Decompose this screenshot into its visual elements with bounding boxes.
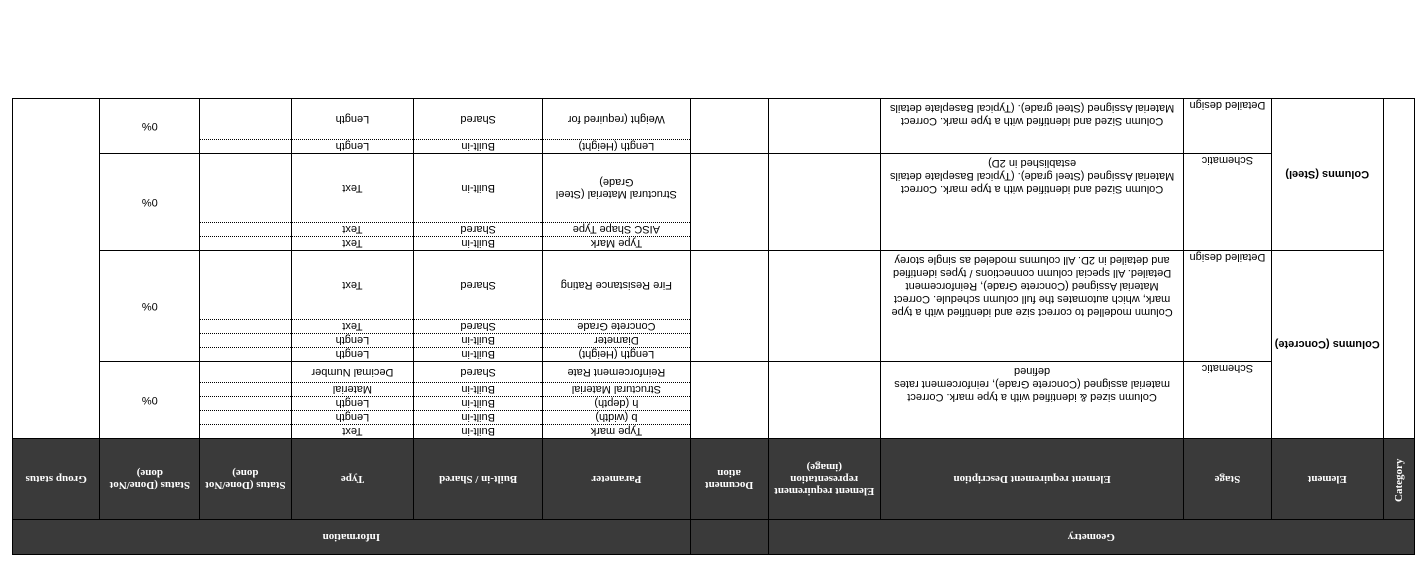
documentation-cell bbox=[690, 251, 768, 362]
description-cell: Column modelled to correct size and identified with a type mark, which automates the full column schedule. Correct Material Assigned (Concrete Grade), Reinforcement Detailed. All special column connections / types identified and detailed in 2D. All columns modeled as single storey bbox=[880, 251, 1183, 362]
parameter-cell: b (width) bbox=[543, 411, 691, 425]
description-cell: Column sized & identified with a type mark. Correct material assigned (Concrete Grade), reinforcement rates defined bbox=[880, 362, 1183, 439]
parameter-cell: Type Mark bbox=[543, 237, 691, 251]
status-cell bbox=[200, 397, 291, 411]
builtin-shared-cell: Built-in bbox=[414, 397, 543, 411]
parameter-cell: Fire Resistance Rating bbox=[543, 251, 691, 320]
builtin-shared-cell: Built-in bbox=[414, 425, 543, 439]
parameter-cell: Length (Height) bbox=[543, 140, 691, 154]
description-cell: Column Sized and identified with a type mark. Correct Material Assigned (Steel grade). (Typical Baseplate details established in 2D) bbox=[880, 154, 1183, 251]
builtin-shared-cell: Built-in bbox=[414, 154, 543, 223]
status-cell bbox=[200, 237, 291, 251]
builtin-shared-cell: Built-in bbox=[414, 237, 543, 251]
status-cell bbox=[200, 320, 291, 334]
element-name: Columns (Steel) bbox=[1271, 99, 1383, 251]
status-cell bbox=[200, 348, 291, 362]
builtin-shared-cell: Shared bbox=[414, 362, 543, 383]
group-percent: 0% bbox=[100, 99, 200, 154]
parameter-cell: Weight (required for bbox=[543, 99, 691, 140]
builtin-shared-cell: Shared bbox=[414, 223, 543, 237]
header-description: Element requirement Description bbox=[880, 439, 1183, 520]
group-percent: 0% bbox=[100, 251, 200, 362]
header-representation: Element requirement representation (image) bbox=[768, 439, 880, 520]
parameter-cell: Diameter bbox=[543, 334, 691, 348]
representation-cell bbox=[768, 99, 880, 154]
parameter-cell: h (depth) bbox=[543, 397, 691, 411]
builtin-shared-cell: Shared bbox=[414, 251, 543, 320]
group-percent: 0% bbox=[100, 362, 200, 439]
type-cell: Text bbox=[291, 154, 414, 223]
parameter-cell: Concrete Grade bbox=[543, 320, 691, 334]
status-cell bbox=[200, 140, 291, 154]
status-cell bbox=[200, 362, 291, 383]
group-information: Information bbox=[13, 520, 691, 555]
builtin-shared-cell: Shared bbox=[414, 320, 543, 334]
status-cell bbox=[200, 383, 291, 397]
type-cell: Text bbox=[291, 251, 414, 320]
documentation-cell bbox=[690, 362, 768, 439]
type-cell: Length bbox=[291, 348, 414, 362]
table-row bbox=[13, 425, 1415, 439]
table-row bbox=[13, 348, 1415, 362]
parameter-cell: Type mark bbox=[543, 425, 691, 439]
description-cell: Column Sized and identified with a type mark. Correct Material Assigned (Steel grade). (Typical Baseplate details bbox=[880, 99, 1183, 154]
group-percent: 0% bbox=[100, 154, 200, 251]
element-name: Columns (Concrete) bbox=[1271, 251, 1383, 439]
header-parameter: Parameter bbox=[543, 439, 691, 520]
group-header-row bbox=[13, 520, 1415, 555]
status-cell bbox=[200, 411, 291, 425]
status-cell bbox=[200, 425, 291, 439]
builtin-shared-cell: Built-in bbox=[414, 348, 543, 362]
category-cell bbox=[1383, 99, 1414, 439]
builtin-shared-cell: Shared bbox=[414, 99, 543, 140]
stage-cell: Schematic bbox=[1184, 154, 1271, 251]
documentation-cell bbox=[690, 99, 768, 154]
type-cell: Text bbox=[291, 320, 414, 334]
stage-cell: Detailed design bbox=[1184, 99, 1271, 154]
type-cell: Length bbox=[291, 140, 414, 154]
builtin-shared-cell: Built-in bbox=[414, 411, 543, 425]
header-documentation: Document ation bbox=[690, 439, 768, 520]
header-group-status: Group status bbox=[13, 439, 100, 520]
type-cell: Length bbox=[291, 334, 414, 348]
column-header-row bbox=[13, 439, 1415, 520]
requirements-table bbox=[12, 98, 1415, 555]
status-cell bbox=[200, 223, 291, 237]
status-cell bbox=[200, 154, 291, 223]
status-cell bbox=[200, 99, 291, 140]
stage-cell: Detailed design bbox=[1184, 251, 1271, 362]
parameter-cell: Length (Height) bbox=[543, 348, 691, 362]
header-category: Category bbox=[1383, 439, 1414, 520]
type-cell: Text bbox=[291, 237, 414, 251]
group-documentation-blank bbox=[690, 520, 768, 555]
header-status-2: Status (Done/Not done) bbox=[100, 439, 200, 520]
header-type: Type bbox=[291, 439, 414, 520]
parameter-cell: Structural Material bbox=[543, 383, 691, 397]
type-cell: Text bbox=[291, 223, 414, 237]
table-row bbox=[13, 140, 1415, 154]
builtin-shared-cell: Built-in bbox=[414, 334, 543, 348]
type-cell: Length bbox=[291, 397, 414, 411]
table-row bbox=[13, 237, 1415, 251]
parameter-cell: Reinforcement Rate bbox=[543, 362, 691, 383]
builtin-shared-cell: Built-in bbox=[414, 383, 543, 397]
status-cell bbox=[200, 334, 291, 348]
representation-cell bbox=[768, 251, 880, 362]
group-geometry: Geometry bbox=[768, 520, 1414, 555]
header-stage: Stage bbox=[1184, 439, 1271, 520]
builtin-shared-cell: Built-in bbox=[414, 140, 543, 154]
group-status-cell bbox=[13, 99, 100, 439]
header-builtin-shared: Built-in / Shared bbox=[414, 439, 543, 520]
documentation-cell bbox=[690, 154, 768, 251]
type-cell: Length bbox=[291, 411, 414, 425]
type-cell: Length bbox=[291, 99, 414, 140]
parameter-cell: Structural Material (Steel Grade) bbox=[543, 154, 691, 223]
representation-cell bbox=[768, 362, 880, 439]
type-cell: Text bbox=[291, 425, 414, 439]
header-status-1: Status (Done/Not done) bbox=[200, 439, 291, 520]
header-element: Element bbox=[1271, 439, 1383, 520]
type-cell: Decimal Number bbox=[291, 362, 414, 383]
status-cell bbox=[200, 251, 291, 320]
parameter-cell: AISC Shape Type bbox=[543, 223, 691, 237]
type-cell: Material bbox=[291, 383, 414, 397]
representation-cell bbox=[768, 154, 880, 251]
stage-cell: Schematic bbox=[1184, 362, 1271, 439]
